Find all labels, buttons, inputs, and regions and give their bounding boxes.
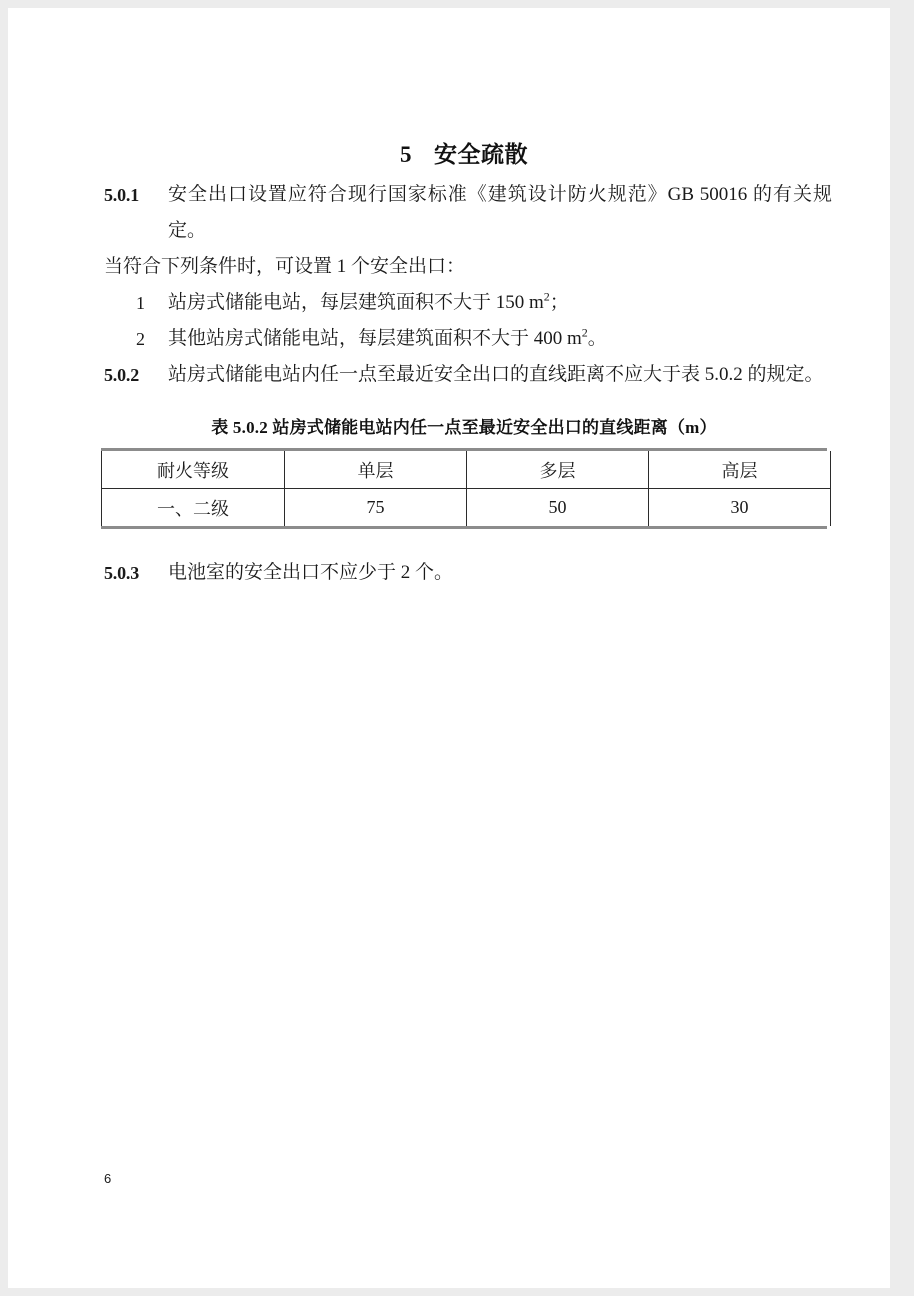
- table-header-row: [102, 451, 831, 489]
- evacuation-distance-table: [101, 448, 827, 529]
- list-item-2-number: 2: [136, 329, 145, 349]
- clause-5-0-1: [96, 177, 832, 249]
- list-item-1: [96, 285, 832, 321]
- after-table-spacer: [96, 529, 832, 555]
- clause-label-5-0-1: 5.0.1: [104, 185, 140, 205]
- table-header-cell: 多层: [467, 451, 649, 489]
- clause-5-0-1-continuation: 当符合下列条件时，可设置 1 个安全出口：: [104, 256, 466, 277]
- clause-text-5-0-1: 安全出口设置应符合现行国家标准《建筑设计防火规范》GB 50016 的有关规定。: [168, 184, 832, 241]
- list-item-1-number: 1: [136, 293, 145, 313]
- chapter-number: 5: [400, 142, 412, 167]
- list-item-1-text: 站房式储能电站，每层建筑面积不大于 150 m: [168, 292, 544, 313]
- table-cell: 50: [467, 489, 649, 527]
- table-header-cell: 高层: [649, 451, 831, 489]
- chapter-heading: [96, 8, 832, 169]
- page-content: [96, 8, 832, 591]
- list-item-1-superscript: 2: [543, 289, 550, 304]
- document-page: [8, 8, 890, 1288]
- clause-text-5-0-2: 站房式储能电站内任一点至最近安全出口的直线距离不应大于表 5.0.2 的规定。: [168, 364, 824, 385]
- clause-label-5-0-3: 5.0.3: [104, 563, 140, 583]
- list-item-2-text: 其他站房式储能电站，每层建筑面积不大于 400 m: [168, 328, 582, 349]
- table-bottom-rule: [101, 526, 827, 529]
- clause-5-0-3: [96, 555, 832, 591]
- list-item-2: [96, 321, 832, 357]
- clause-label-5-0-2: 5.0.2: [104, 365, 140, 385]
- heading-spacer: [96, 169, 832, 177]
- chapter-title: 安全疏散: [434, 142, 528, 167]
- table-caption: 表 5.0.2 站房式储能电站内任一点至最近安全出口的直线距离（m）: [211, 418, 717, 437]
- clause-5-0-2: [96, 357, 832, 393]
- table-cell: 30: [649, 489, 831, 527]
- list-item-2-suffix: 。: [587, 328, 607, 349]
- table-cell: 一、二级: [102, 489, 285, 527]
- list-item-1-suffix: ；: [549, 292, 569, 313]
- table-row: [102, 489, 831, 527]
- page-number: 6: [104, 1171, 112, 1186]
- table-cell: 75: [285, 489, 467, 527]
- clause-text-5-0-3: 电池室的安全出口不应少于 2 个。: [168, 562, 454, 583]
- table-header-cell: 耐火等级: [102, 451, 285, 489]
- table-header-cell: 单层: [285, 451, 467, 489]
- list-item-2-superscript: 2: [581, 325, 588, 340]
